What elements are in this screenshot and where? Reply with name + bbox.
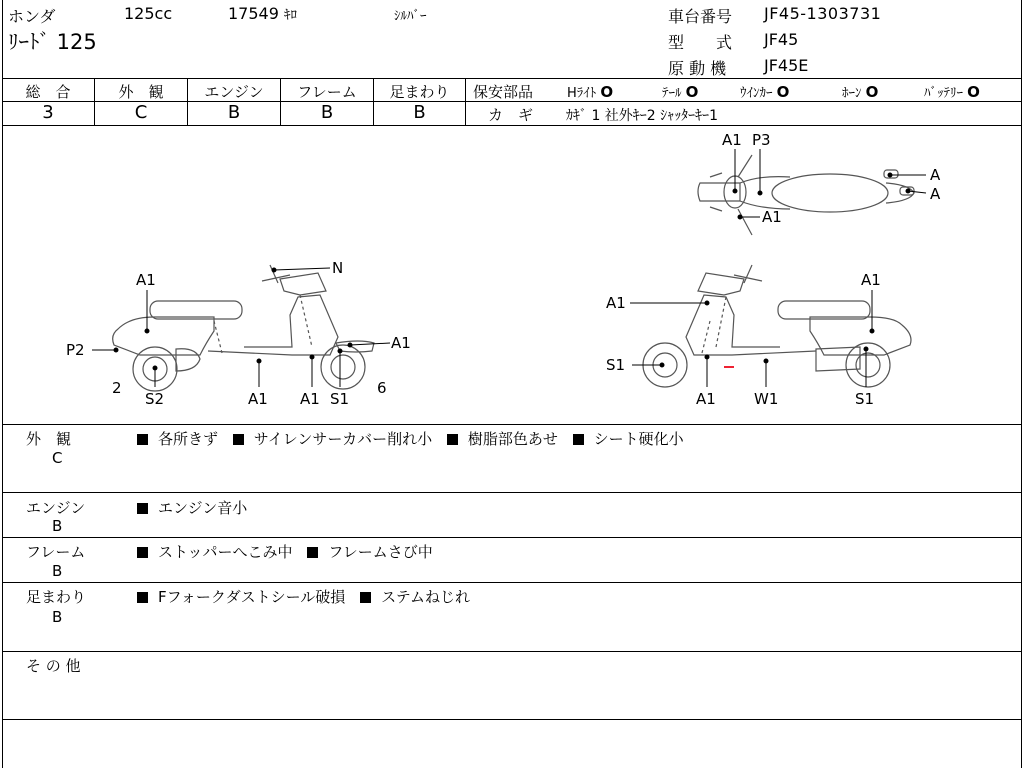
safety-winker-label: ｳｲﾝｶｰ bbox=[740, 86, 773, 101]
safety-horn bbox=[842, 82, 878, 101]
color: ｼﾙﾊﾞｰ bbox=[394, 9, 427, 24]
rating-label-overall: 総 合 bbox=[25, 83, 71, 101]
section-divider-5 bbox=[2, 719, 1022, 720]
bullet-square-icon bbox=[573, 434, 584, 445]
bullet-square-icon bbox=[360, 592, 371, 603]
left-label-a1-seat: A1 bbox=[136, 271, 156, 289]
mileage bbox=[228, 4, 297, 23]
exterior-item: 各所きず bbox=[158, 430, 219, 448]
safety-headlight-label: Hﾗｲﾄ bbox=[567, 86, 597, 101]
displacement: 125cc bbox=[124, 4, 173, 23]
rating-value-exterior: C bbox=[134, 102, 148, 123]
bullet-square-icon bbox=[233, 434, 244, 445]
type-label: 型 式 bbox=[668, 33, 733, 52]
right-label-s1-front: S1 bbox=[606, 356, 626, 374]
engine-item: エンジン音小 bbox=[158, 499, 248, 517]
section-frame-items bbox=[137, 541, 443, 562]
exterior-item: シート硬化小 bbox=[593, 430, 684, 448]
model-name: ﾘｰﾄﾞ 125 bbox=[8, 30, 97, 54]
section-divider-4 bbox=[2, 651, 1022, 652]
safety-tail-label: ﾃｰﾙ bbox=[662, 86, 682, 101]
bullet-square-icon bbox=[137, 503, 148, 514]
section-frame-grade: B bbox=[52, 562, 63, 580]
frame-no: JF45-1303731 bbox=[764, 4, 882, 23]
rating-label-exterior: 外 観 bbox=[118, 83, 164, 101]
suspension-item: Fフォークダストシール破損 bbox=[158, 588, 346, 606]
engine-value: JF45E bbox=[764, 56, 809, 75]
right-label-s1-rear: S1 bbox=[855, 390, 875, 408]
left-label-6: 6 bbox=[377, 379, 387, 397]
header-divider bbox=[2, 78, 1022, 79]
section-exterior-items bbox=[137, 428, 694, 449]
right-label-a1-floor: A1 bbox=[696, 390, 716, 408]
rating-value-suspension: B bbox=[413, 102, 426, 123]
section-engine-items bbox=[137, 497, 257, 518]
safety-battery-mark: O bbox=[967, 83, 980, 101]
top-label-a-upper: A bbox=[930, 166, 941, 184]
suspension-item: ステムねじれ bbox=[381, 588, 471, 606]
safety-mid-line bbox=[465, 101, 1021, 102]
keys-label: カ ギ bbox=[488, 106, 534, 124]
rating-value-overall: 3 bbox=[42, 102, 54, 123]
type-value: JF45 bbox=[764, 30, 799, 49]
left-label-s2: S2 bbox=[145, 390, 165, 408]
scooter-diagram bbox=[0, 125, 1024, 425]
safety-headlight bbox=[567, 82, 613, 101]
section-other-title: そ の 他 bbox=[26, 657, 81, 675]
section-frame-title: フレーム bbox=[26, 543, 86, 561]
left-label-a1-leg: A1 bbox=[300, 390, 320, 408]
right-label-w1: W1 bbox=[754, 390, 779, 408]
frame-no-label: 車台番号 bbox=[668, 7, 733, 26]
section-engine-title: エンジン bbox=[26, 499, 86, 517]
safety-headlight-mark: O bbox=[600, 83, 614, 101]
section-suspension-grade: B bbox=[52, 608, 63, 626]
left-label-a1-front: A1 bbox=[391, 334, 411, 352]
engine-label: 原 動 機 bbox=[668, 59, 727, 78]
frame-item: フレームさび中 bbox=[328, 543, 433, 561]
rating-value-engine: B bbox=[227, 102, 241, 123]
bullet-square-icon bbox=[307, 547, 318, 558]
section-divider-3 bbox=[2, 582, 1022, 583]
section-divider-1 bbox=[2, 492, 1022, 493]
safety-battery bbox=[924, 82, 980, 101]
rating-label-engine: エンジン bbox=[204, 83, 264, 101]
top-label-a-lower: A bbox=[930, 185, 941, 203]
frame-item: ストッパーへこみ中 bbox=[158, 543, 293, 561]
keys-value: ｶｷﾞ 1 社外ｷｰ2 ｼｬｯﾀｰｷｰ1 bbox=[566, 108, 719, 124]
section-exterior-grade: C bbox=[52, 449, 63, 467]
safety-tail-mark: O bbox=[685, 83, 699, 101]
bullet-square-icon bbox=[137, 434, 148, 445]
rating-label-frame: フレーム bbox=[297, 83, 357, 101]
mileage-value: 17549 bbox=[228, 4, 279, 23]
maker: ホンダ bbox=[8, 7, 56, 26]
top-label-p3: P3 bbox=[752, 131, 771, 149]
exterior-item: 樹脂部色あせ bbox=[467, 430, 558, 448]
rating-label-suspension: 足まわり bbox=[389, 83, 450, 101]
top-label-a1: A1 bbox=[722, 131, 742, 149]
safety-horn-mark: O bbox=[865, 83, 879, 101]
section-divider-2 bbox=[2, 537, 1022, 538]
exterior-item: サイレンサーカバー削れ小 bbox=[253, 430, 433, 448]
safety-label: 保安部品 bbox=[473, 83, 534, 101]
left-label-s1: S1 bbox=[330, 390, 350, 408]
section-engine-grade: B bbox=[52, 517, 63, 535]
section-suspension-items bbox=[137, 586, 480, 607]
bullet-square-icon bbox=[137, 547, 148, 558]
left-label-n: N bbox=[332, 259, 344, 277]
right-label-a1-front: A1 bbox=[606, 294, 626, 312]
bullet-square-icon bbox=[447, 434, 458, 445]
section-exterior-title: 外 観 bbox=[26, 430, 72, 448]
safety-horn-label: ﾎｰﾝ bbox=[842, 86, 862, 101]
top-label-a1-lower: A1 bbox=[762, 208, 782, 226]
top-view-scooter bbox=[698, 155, 914, 235]
left-label-2: 2 bbox=[112, 379, 122, 397]
right-label-a1-seat: A1 bbox=[861, 271, 881, 289]
left-label-a1-floor: A1 bbox=[248, 390, 268, 408]
safety-winker bbox=[740, 82, 789, 101]
section-suspension-title: 足まわり bbox=[26, 588, 87, 606]
safety-winker-mark: O bbox=[776, 83, 790, 101]
safety-battery-label: ﾊﾞｯﾃﾘｰ bbox=[924, 86, 963, 101]
bullet-square-icon bbox=[137, 592, 148, 603]
rating-value-frame: B bbox=[320, 102, 334, 123]
mileage-unit: ｷﾛ bbox=[284, 8, 297, 23]
safety-tail bbox=[662, 82, 698, 101]
left-label-p2: P2 bbox=[66, 341, 85, 359]
